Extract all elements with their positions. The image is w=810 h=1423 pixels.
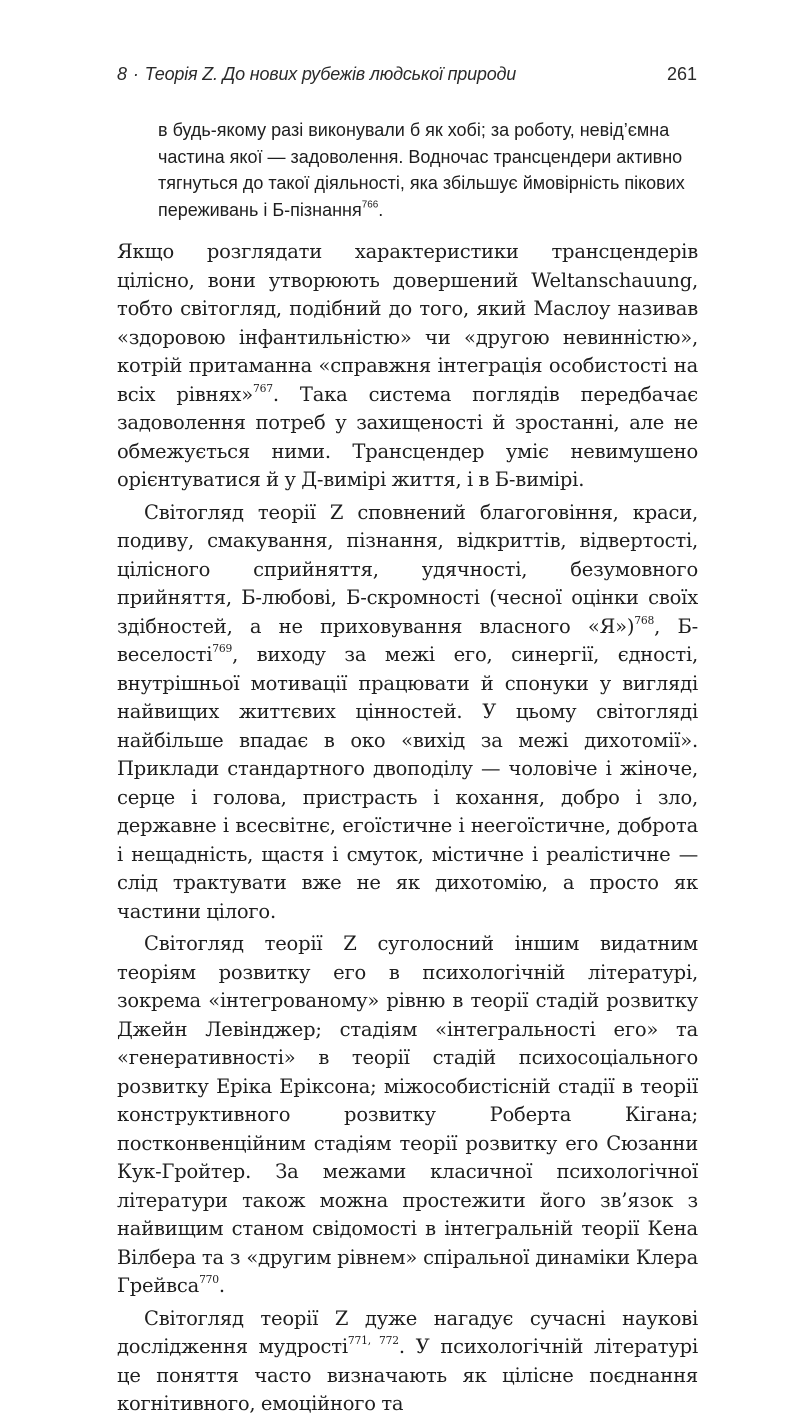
header-separator: · <box>132 64 139 84</box>
indented-block <box>158 117 693 223</box>
paragraph-text: , виходу за межі его, синергії, єдності, внутрішньої мотивації працювати й спонуки у вигляді найвищих життєвих цінностей. У цьому світогляді найбільше впадає в око «вихід за межі дихотомії». Приклади стандартного двоподілу — чоловіче і жіноче, серце і голова, пристрасть і кохання, добро і зло, державне і всесвітнє, егоїстичне і неегоїстичне, доброта і нещадність, щастя і смуток, містичне і реалістичне — слід трактувати вже не як дихотомію, а просто як частини цілого. <box>117 643 698 923</box>
paragraph-text: Світогляд теорії Z сповнений благоговіння, краси, подиву, смакування, пізнання, відкриттів, відвертості, цілісного сприйняття, удячності, безумовного прийняття, Б-любові, Б-скромності (чесної оцінки своїх здібностей, а не приховування власного «Я») <box>117 500 698 638</box>
footnote-ref: 769 <box>212 641 233 655</box>
paragraph-text: . У психологічній літературі це поняття часто визначають як цілісне поєднання когнітивного, емоційного та <box>117 1335 698 1415</box>
paragraph-text: Світогляд теорії Z дуже нагадує сучасні наукові дослідження мудрості <box>117 1306 698 1358</box>
paragraph-text: Світогляд теорії Z суголосний іншим видатним теоріям розвитку его в психологічній літературі, зокрема «інтегрованому» рівню в теорії стадій розвитку Джейн Левінджер; стадіям «інтегральності его» та «генеративності» в теорії стадій психосоціального розвитку Еріка Еріксона; міжособистісній стадії в теорії конструктивного розвитку Роберта Кігана; постконвенційним стадіям теорії розвитку его Сюзанни Кук-Гройтер. За межами класичної психологічної літератури також можна простежити його зв’язок з найвищим станом свідомості в інтегральній теорії Кена Вілбера та з «другим рівнем» спіральної динаміки Клера Грейвса <box>117 932 698 1297</box>
footnote-ref: 771, 772 <box>347 1333 399 1347</box>
paragraph-text: . <box>218 1274 225 1297</box>
paragraph-text: Якщо розглядати характеристики трансцендерів цілісно, вони утворюють довершений Weltanschauung, тобто світогляд, подібний до того, який Маслоу називав «здоровою інфантильністю» чи «другою невинністю», котрій притаманна «справжня інтеграція особистості на всіх рівнях» <box>117 240 698 406</box>
page-number: 261 <box>666 64 697 84</box>
paragraph-text: . Така система поглядів передбачає задоволення потреб у захищеності й зростанні, але не обмежується ними. Трансцендер уміє невимушено орієнтуватися й у Д-вимірі життя, і в Б-вимірі. <box>117 382 698 491</box>
block-text <box>158 117 693 223</box>
block-text-body: в будь-якому разі виконували б як хобі; за роботу, невід’ємна частина якої — задоволення. Водночас трансцендери активно тягнуться до такої діяльності, яка збільшує ймовірність пікових переживань і Б-пізнання <box>158 120 685 220</box>
footnote-ref: 766 <box>361 199 379 211</box>
paragraph-text: , Б-веселості <box>117 614 698 666</box>
footnote-ref: 770 <box>199 1272 219 1286</box>
chapter-number: 8 <box>117 64 127 84</box>
chapter-title: Теорія Z. До нових рубежів людської природи <box>144 64 517 84</box>
main-text <box>117 238 698 1423</box>
footnote-ref: 768 <box>634 613 655 627</box>
paragraph <box>117 930 698 1301</box>
paragraph <box>117 238 698 495</box>
paragraph <box>117 499 698 927</box>
block-text-end: . <box>378 199 384 220</box>
footnote-ref: 767 <box>252 381 273 395</box>
running-title <box>117 64 516 85</box>
paragraph <box>117 1305 698 1419</box>
running-header <box>117 64 697 85</box>
